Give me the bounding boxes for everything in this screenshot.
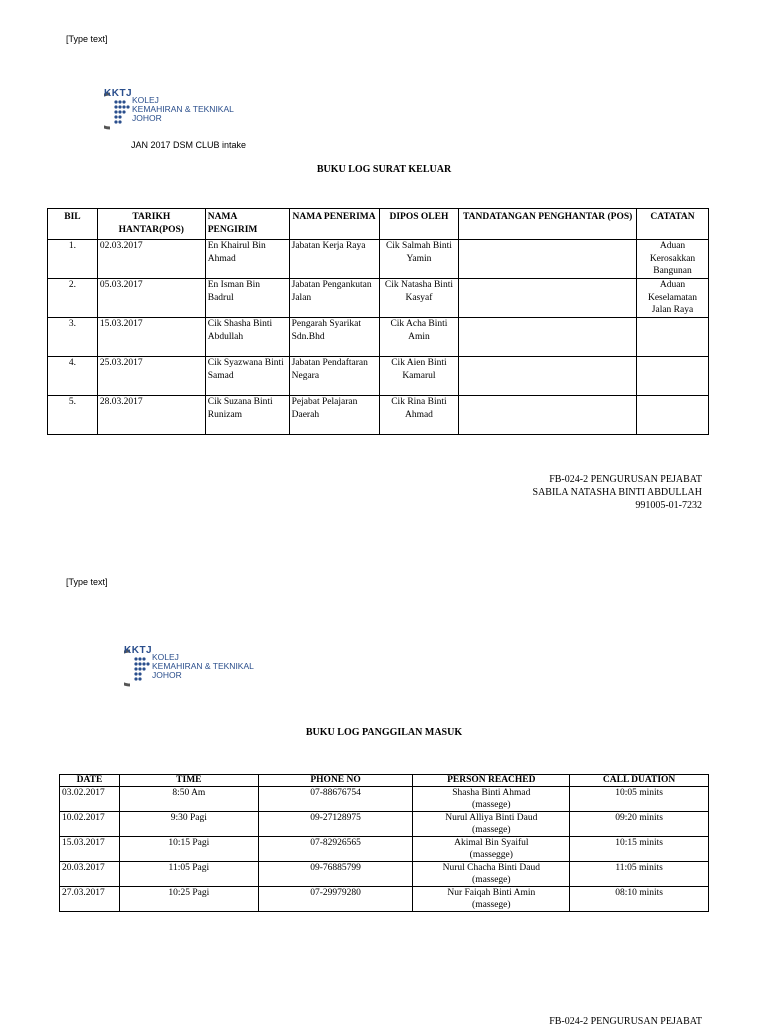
cell-duration: 11:05 minits — [570, 862, 709, 887]
person-note: (massegge) — [469, 850, 513, 860]
cell-person — [413, 812, 570, 837]
cell-sender: En Isman Bin Badrul — [205, 279, 289, 318]
footer-id: 991005-01-7232 — [635, 500, 702, 511]
logo-abbr: KKTJ — [104, 88, 133, 99]
cell-bil: 4. — [48, 357, 98, 396]
cell-recipient: Jabatan Pengankutan Jalan — [289, 279, 379, 318]
person-name: Nurul Chacha Binti Daud — [442, 863, 540, 873]
cell-sender: Cik Suzana Binti Runizam — [205, 396, 289, 435]
cell-date: 15.03.2017 — [60, 837, 120, 862]
cell-signature — [459, 318, 637, 357]
cell-bil: 5. — [48, 396, 98, 435]
cell-bil: 3. — [48, 318, 98, 357]
logo-line-2: KEMAHIRAN & TEKNIKAL — [152, 661, 254, 671]
table-row — [48, 279, 709, 318]
person-note: (massege) — [472, 875, 511, 885]
cell-notes: Aduan Keselamatan Jalan Raya — [637, 279, 709, 318]
cell-sender: Cik Shasha Binti Abdullah — [205, 318, 289, 357]
cell-date: 20.03.2017 — [60, 862, 120, 887]
person-note: (massege) — [472, 825, 511, 835]
col-header: DATE — [60, 775, 120, 787]
cell-person — [413, 787, 570, 812]
table-row — [48, 357, 709, 396]
cell-recipient: Pejabat Pelajaran Daerah — [289, 396, 379, 435]
cell-phone: 07-82926565 — [258, 837, 413, 862]
cell-phone: 09-76885799 — [258, 862, 413, 887]
person-name: Shasha Binti Ahmad — [452, 788, 531, 798]
col-header: PERSON REACHED — [413, 775, 570, 787]
outgoing-mail-log-title: BUKU LOG SURAT KELUAR — [316, 164, 452, 175]
cell-date: 25.03.2017 — [97, 357, 205, 396]
table-header-row — [60, 775, 709, 787]
logo-line-3: JOHOR — [132, 113, 162, 123]
cell-recipient: Jabatan Pendaftaran Negara — [289, 357, 379, 396]
cell-posted-by: Cik Aien Binti Kamarul — [379, 357, 459, 396]
cell-date: 15.03.2017 — [97, 318, 205, 357]
table-row — [60, 812, 709, 837]
table-row — [48, 318, 709, 357]
col-header: TANDATANGAN PENGHANTAR (POS) — [459, 209, 637, 240]
logo-line-1: KOLEJ — [152, 652, 179, 662]
footer-course: FB-024-2 PENGURUSAN PEJABAT — [549, 1016, 702, 1024]
cell-posted-by: Cik Rina Binti Ahmad — [379, 396, 459, 435]
page2-footer — [549, 1015, 702, 1024]
cell-signature — [459, 357, 637, 396]
cell-signature — [459, 279, 637, 318]
cell-time: 11:05 Pagi — [119, 862, 258, 887]
col-header: PHONE NO — [258, 775, 413, 787]
cell-notes — [637, 357, 709, 396]
cell-date: 02.03.2017 — [97, 240, 205, 279]
cell-time: 10:25 Pagi — [119, 887, 258, 912]
cell-person — [413, 862, 570, 887]
person-note: (massege) — [472, 900, 511, 910]
table-row — [60, 862, 709, 887]
cell-duration: 10:05 minits — [570, 787, 709, 812]
footer-course: FB-024-2 PENGURUSAN PEJABAT — [549, 474, 702, 485]
page1-footer — [533, 473, 702, 512]
cell-recipient: Pengarah Syarikat Sdn.Bhd — [289, 318, 379, 357]
cell-bil: 1. — [48, 240, 98, 279]
col-header: DIPOS OLEH — [379, 209, 459, 240]
cell-person — [413, 887, 570, 912]
cell-duration: 10:15 minits — [570, 837, 709, 862]
intake-label: JAN 2017 DSM CLUB intake — [131, 140, 247, 150]
college-logo — [104, 88, 264, 136]
person-name: Nurul Alliya Binti Daud — [445, 813, 538, 823]
cell-time: 10:15 Pagi — [119, 837, 258, 862]
cell-date: 28.03.2017 — [97, 396, 205, 435]
cell-person — [413, 837, 570, 862]
cell-date: 05.03.2017 — [97, 279, 205, 318]
cell-time: 8:50 Am — [119, 787, 258, 812]
cell-phone: 09-27128975 — [258, 812, 413, 837]
table-row — [60, 837, 709, 862]
college-logo — [124, 645, 284, 693]
cell-notes — [637, 318, 709, 357]
cell-bil: 2. — [48, 279, 98, 318]
cell-phone: 07-88676754 — [258, 787, 413, 812]
table-row — [48, 240, 709, 279]
type-text-header: [Type text] — [66, 34, 108, 44]
incoming-call-log-title: BUKU LOG PANGGILAN MASUK — [305, 727, 463, 738]
col-header: CALL DUATION — [570, 775, 709, 787]
cell-date: 27.03.2017 — [60, 887, 120, 912]
cell-time: 9:30 Pagi — [119, 812, 258, 837]
cell-phone: 07-29979280 — [258, 887, 413, 912]
col-header: TIME — [119, 775, 258, 787]
cell-signature — [459, 240, 637, 279]
cell-date: 10.02.2017 — [60, 812, 120, 837]
table-row — [48, 396, 709, 435]
person-name: Akimal Bin Syaiful — [454, 838, 529, 848]
table-header-row — [48, 209, 709, 240]
person-note: (massege) — [472, 800, 511, 810]
person-name: Nur Faiqah Binti Amin — [447, 888, 536, 898]
table-row — [60, 887, 709, 912]
cell-posted-by: Cik Salmah Binti Yamin — [379, 240, 459, 279]
col-header: NAMA PENERIMA — [289, 209, 379, 240]
footer-name: SABILA NATASHA BINTI ABDULLAH — [532, 487, 702, 498]
col-header: BIL — [48, 209, 98, 240]
cell-recipient: Jabatan Kerja Raya — [289, 240, 379, 279]
cell-duration: 09:20 minits — [570, 812, 709, 837]
col-header: NAMA PENGIRIM — [205, 209, 289, 240]
cell-posted-by: Cik Acha Binti Amin — [379, 318, 459, 357]
cell-signature — [459, 396, 637, 435]
cell-date: 03.02.2017 — [60, 787, 120, 812]
cell-duration: 08:10 minits — [570, 887, 709, 912]
table-row — [60, 787, 709, 812]
cell-notes: Aduan Kerosakkan Bangunan — [637, 240, 709, 279]
logo-line-2: KEMAHIRAN & TEKNIKAL — [132, 104, 234, 114]
logo-line-3: JOHOR — [152, 670, 182, 680]
col-header: TARIKH HANTAR(POS) — [97, 209, 205, 240]
logo-abbr: KKTJ — [124, 645, 153, 656]
col-header: CATATAN — [637, 209, 709, 240]
cell-notes — [637, 396, 709, 435]
cell-sender: En Khairul Bin Ahmad — [205, 240, 289, 279]
type-text-header: [Type text] — [66, 577, 108, 587]
outgoing-mail-table — [47, 208, 709, 435]
incoming-call-table — [59, 774, 709, 912]
cell-posted-by: Cik Natasha Binti Kasyaf — [379, 279, 459, 318]
cell-sender: Cik Syazwana Binti Samad — [205, 357, 289, 396]
logo-line-1: KOLEJ — [132, 95, 159, 105]
